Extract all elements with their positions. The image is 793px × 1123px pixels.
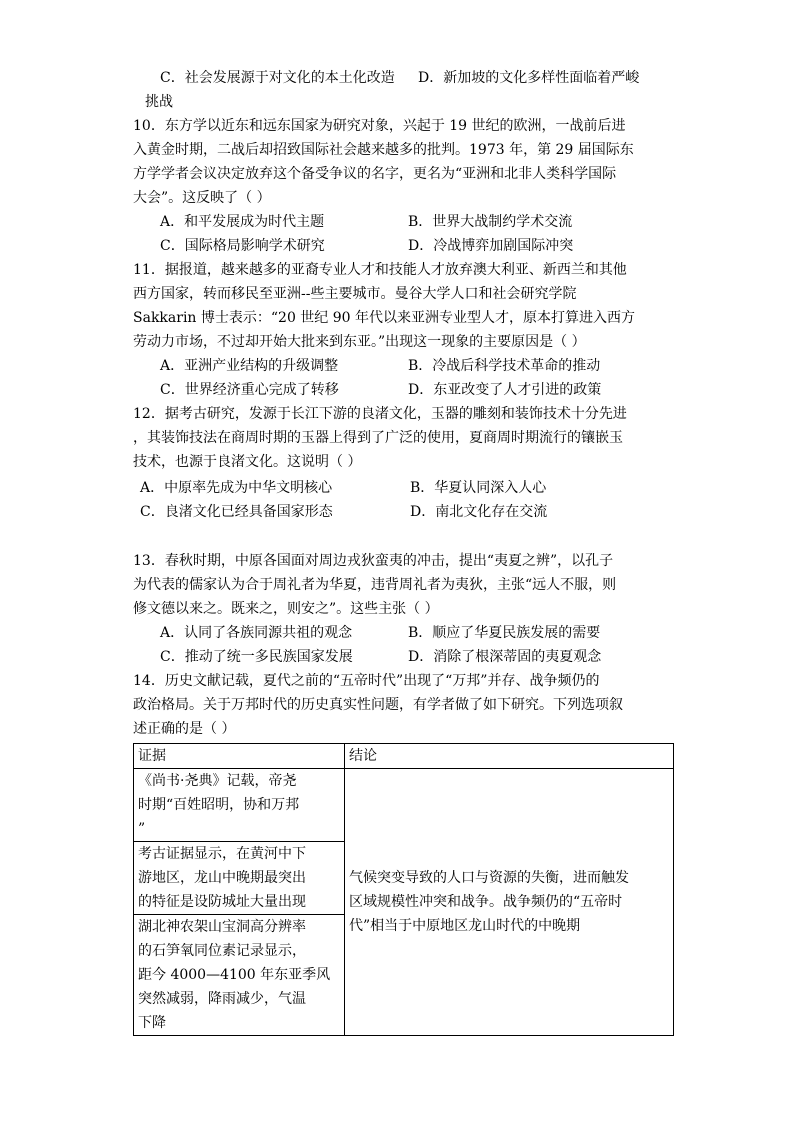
q10-stem-line: 入黄金时期，二战后却招致国际社会越来越多的批判。1973 年，第 29 届国际东 <box>133 142 634 158</box>
evidence-cell-archaeology <box>134 842 345 915</box>
q9-option-d-continued: 挑战 <box>145 94 173 110</box>
evidence-line: 距今 4000—4100 年东亚季风 <box>138 967 331 983</box>
q11-stem-line: 劳动力市场，不过却开始大批来到东亚。”出现这一现象的主要原因是（ ） <box>133 334 586 350</box>
q12-stem-line: ，其装饰技法在商周时期的玉器上得到了广泛的使用，夏商周时期流行的镶嵌玉 <box>133 430 623 446</box>
evidence-line: ” <box>138 821 146 837</box>
evidence-line: 游地区，龙山中晚期最突出 <box>138 870 306 886</box>
q11-option-d: D．东亚改变了人才引进的政策 <box>408 382 602 398</box>
header-conclusion: 结论 <box>345 744 674 769</box>
q13-stem-line: 13．春秋时期，中原各国面对周边戎狄蛮夷的冲击，提出“夷夏之辨”，以孔子 <box>133 553 614 569</box>
q13-stem-line: 为代表的儒家认为合于周礼者为华夏，违背周礼者为夷狄，主张“远人不服，则 <box>133 577 617 593</box>
q12-option-b: B．华夏认同深入人心 <box>410 480 547 496</box>
q14-stem-line: 政治格局。关于万邦时代的历史真实性问题，有学者做了如下研究。下列选项叙 <box>133 697 623 713</box>
evidence-cell-climate <box>134 915 345 1036</box>
q10-stem-line: 方学学者会议决定放弃这个备受争议的名字，更名为“亚洲和北非人类科学国际 <box>133 166 617 182</box>
q11-option-c: C．世界经济重心完成了转移 <box>160 382 339 398</box>
evidence-cell-shangshu <box>134 769 345 842</box>
header-evidence: 证据 <box>134 744 345 769</box>
evidence-line: 的特征是设防城址大量出现 <box>138 894 306 910</box>
q10-stem-line: 10．东方学以近东和远东国家为研究对象，兴起于 19 世纪的欧洲，一战前后进 <box>133 118 626 134</box>
table-row <box>134 769 674 842</box>
q10-option-d: D．冷战博弈加剧国际冲突 <box>408 238 574 254</box>
evidence-line: 时期“百姓昭明，协和万邦 <box>138 797 300 813</box>
q14-stem-line: 14．历史文献记载，夏代之前的“五帝时代”出现了“万邦”并存、战争频仍的 <box>133 673 600 689</box>
evidence-line: 《尚书·尧典》记载，帝尧 <box>138 773 297 789</box>
q13-option-d: D．消除了根深蒂固的夷夏观念 <box>408 649 602 665</box>
evidence-line: 下降 <box>138 1015 166 1031</box>
q14-stem-line: 述正确的是（ ） <box>133 721 236 737</box>
q12-option-c: C．良渚文化已经具备国家形态 <box>140 504 333 520</box>
q12-option-d: D．南北文化存在交流 <box>410 504 548 520</box>
q13-option-a: A．认同了各族同源共祖的观念 <box>160 625 353 641</box>
q12-option-a: A．中原率先成为中华文明核心 <box>140 480 333 496</box>
conclusion-line: 区域规模性冲突和战争。战争频仍的“五帝时 <box>349 894 623 910</box>
q11-option-a: A．亚洲产业结构的升级调整 <box>160 358 339 374</box>
q10-stem-line: 大会”。这反映了（ ） <box>133 190 271 206</box>
q9-option-d: D．新加坡的文化多样性面临着严峻 <box>418 70 640 86</box>
q12-stem-line: 技术，也源于良渚文化。这说明（ ） <box>133 454 362 470</box>
evidence-line: 突然减弱，降雨减少，气温 <box>138 991 306 1007</box>
evidence-line: 湖北神农架山宝洞高分辨率 <box>138 919 306 935</box>
q13-option-b: B．顺应了华夏民族发展的需要 <box>408 625 601 641</box>
conclusion-cell <box>345 769 674 1036</box>
q9-option-c: C．社会发展源于对文化的本土化改造 <box>160 70 395 86</box>
q13-option-c: C．推动了统一多民族国家发展 <box>160 649 353 665</box>
q11-stem-line: 西方国家，转而移民至亚洲--些主要城市。曼谷大学人口和社会研究学院 <box>133 286 577 302</box>
conclusion-line: 代”相当于中原地区龙山时代的中晚期 <box>349 918 581 934</box>
q11-stem-line: Sakkarin 博士表示：“20 世纪 90 年代以来亚洲专业型人才，原本打算进入西方 <box>133 310 636 326</box>
q13-stem-line: 修文德以来之。既来之，则安之”。这些主张（ ） <box>133 601 439 617</box>
q10-option-b: B．世界大战制约学术交流 <box>408 214 573 230</box>
q10-option-a: A．和平发展成为时代主题 <box>160 214 325 230</box>
q11-option-b: B．冷战后科学技术革命的推动 <box>408 358 601 374</box>
evidence-conclusion-table <box>133 743 674 1036</box>
evidence-line: 考古证据显示，在黄河中下 <box>138 846 306 862</box>
q10-option-c: C．国际格局影响学术研究 <box>160 238 325 254</box>
table-header-row <box>134 744 674 769</box>
q12-stem-line: 12．据考古研究，发源于长江下游的良渚文化，玉器的雕刻和装饰技术十分先进 <box>133 406 627 422</box>
conclusion-line: 气候突变导致的人口与资源的失衡，进而触发 <box>349 870 629 886</box>
evidence-line: 的石笋氧同位素记录显示， <box>138 943 306 959</box>
q11-stem-line: 11．据报道，越来越多的亚裔专业人才和技能人才放弃澳大利亚、新西兰和其他 <box>133 262 627 278</box>
